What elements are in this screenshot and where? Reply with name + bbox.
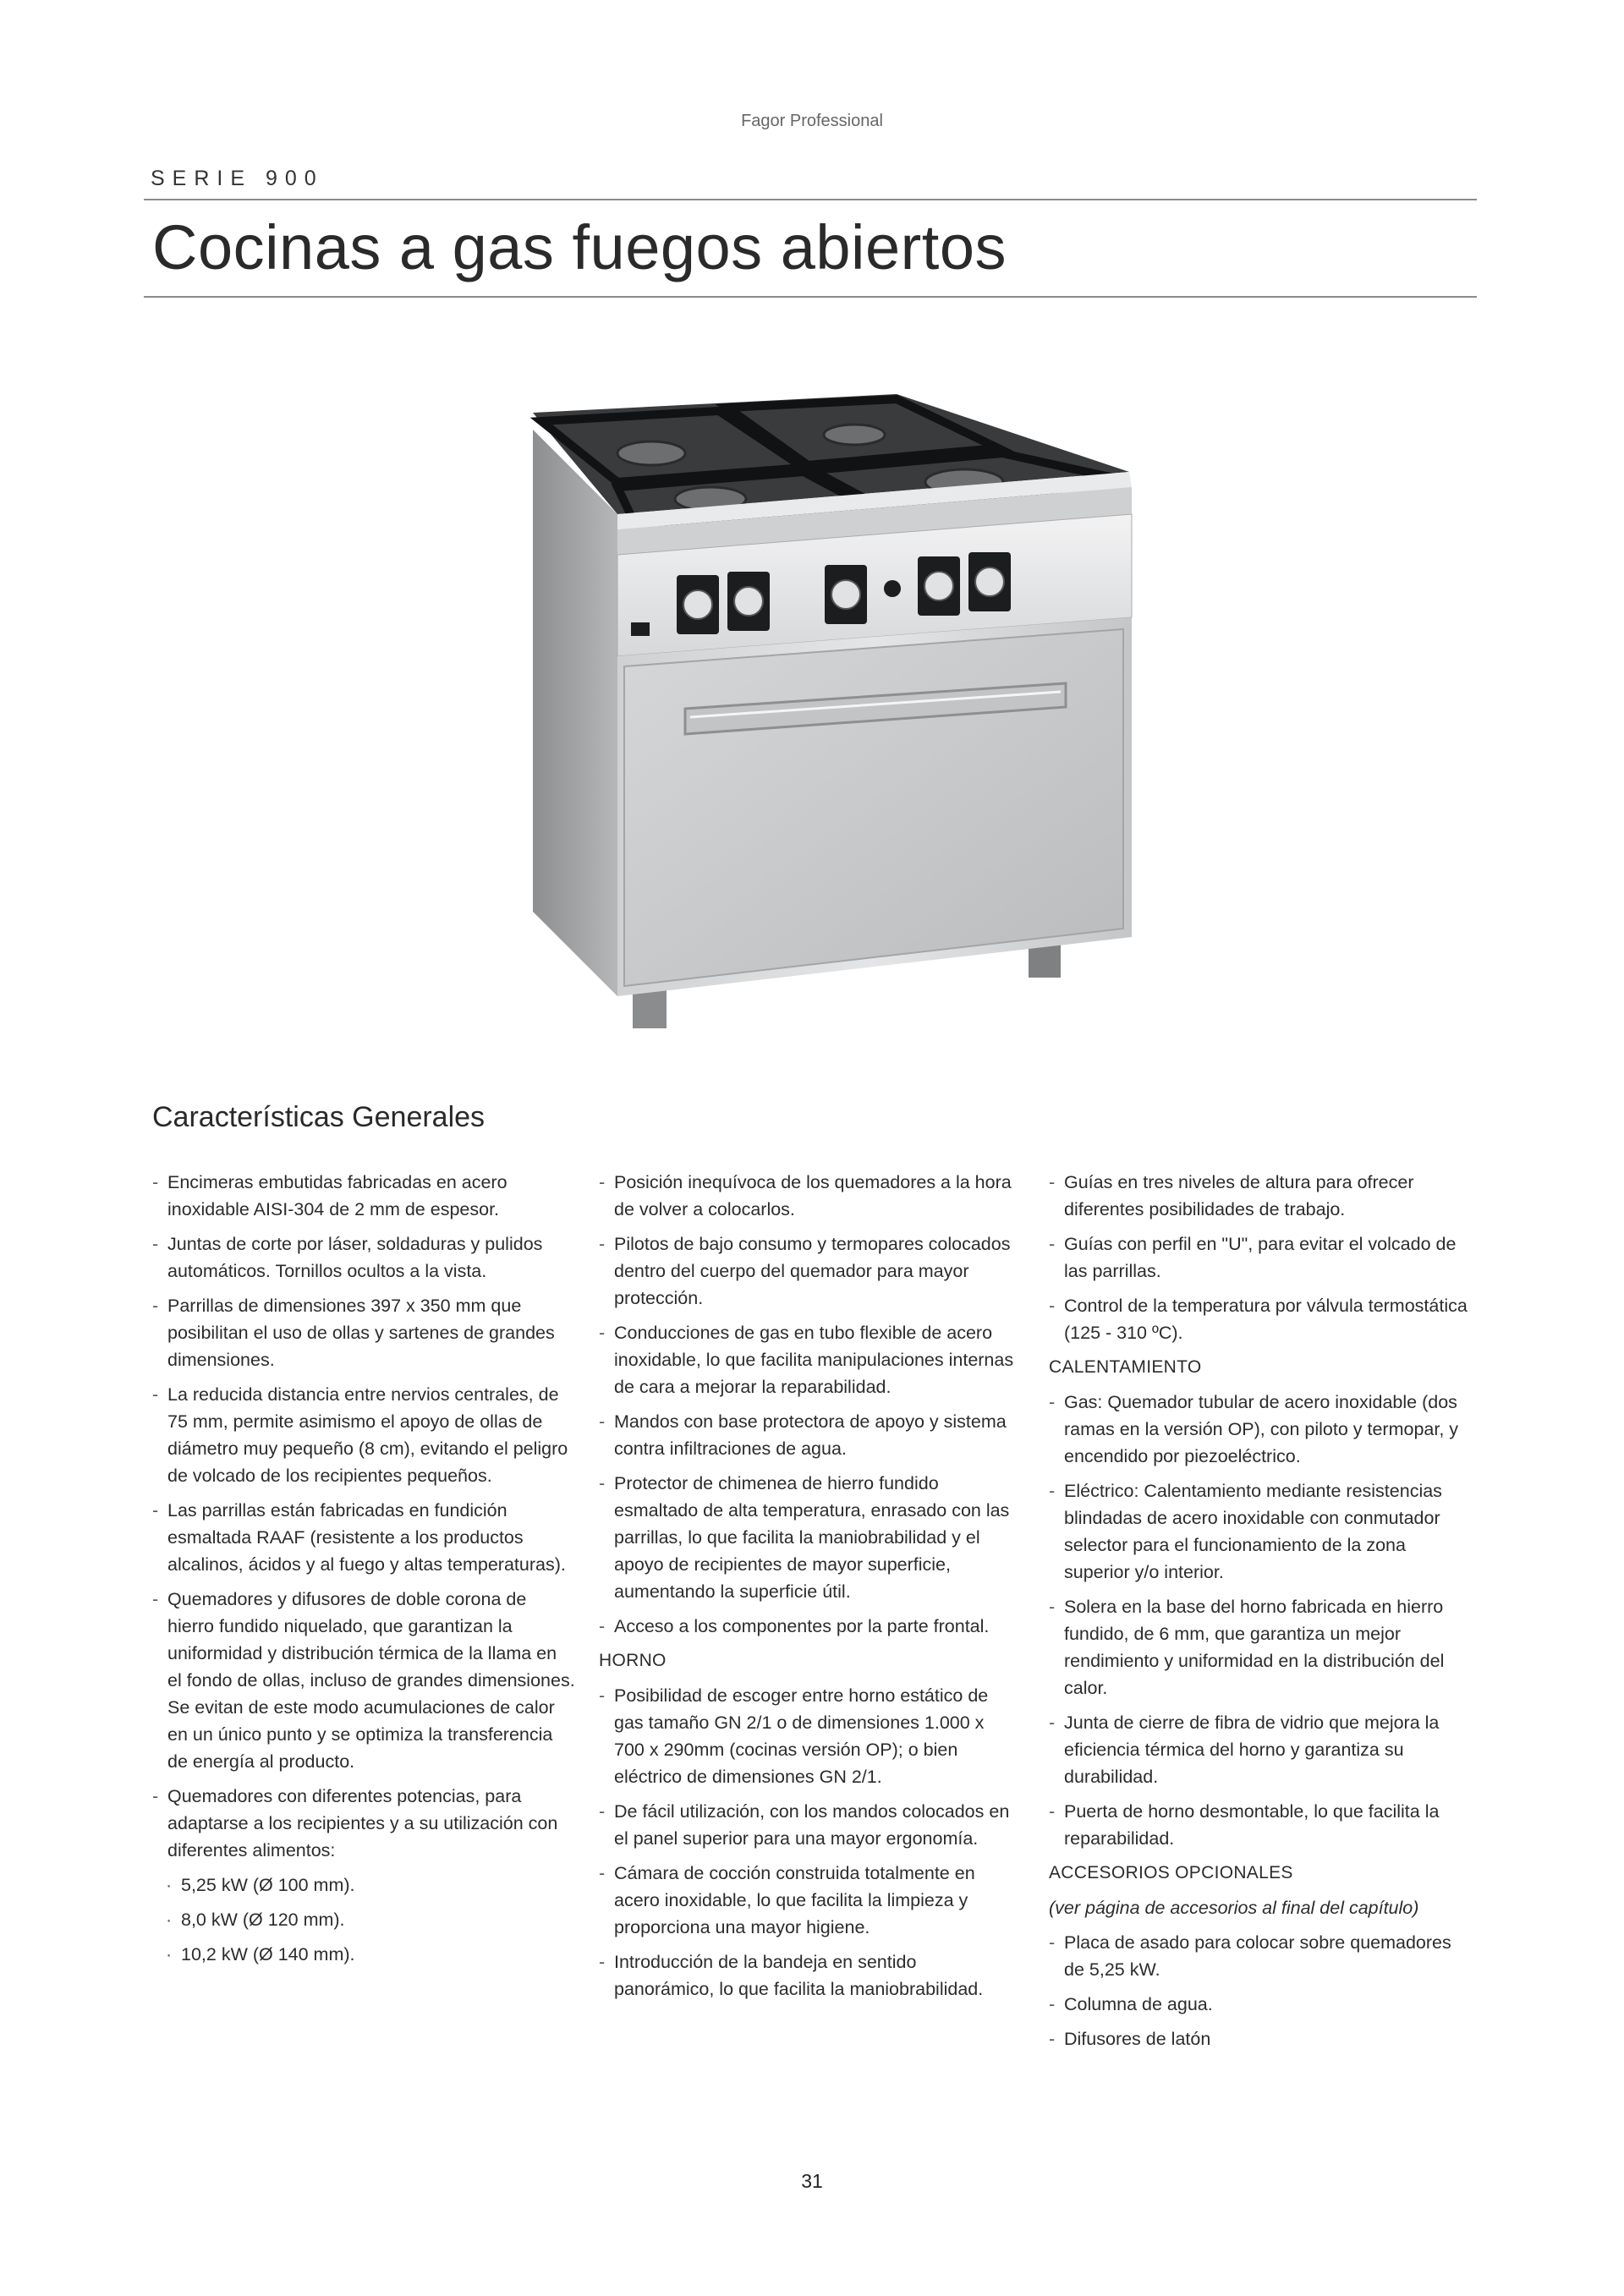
calentamiento-item: - Solera en la base del horno fabricada en hierro fundido, de 6 mm, que garantiza un mejor rendimiento y uniformidad en la distribución del calor.: [1049, 1593, 1472, 1701]
calentamiento-item: - Puerta de horno desmontable, lo que facilita la reparabilidad.: [1049, 1798, 1472, 1852]
calentamiento-item: - Gas: Quemador tubular de acero inoxidable (dos ramas en la versión OP), con piloto y termopar, y encendido por piezoeléctrico.: [1049, 1389, 1472, 1470]
oven-door: [624, 629, 1123, 986]
page-number: 31: [801, 2170, 823, 2192]
product-image-gas-range: [524, 387, 1142, 1047]
feature-item: - Acceso a los componentes por la parte frontal.: [599, 1613, 1017, 1640]
feature-item: - Guías con perfil en "U", para evitar el volcado de las parrillas.: [1049, 1230, 1472, 1285]
accesorios-heading: ACCESORIOS OPCIONALES: [1049, 1863, 1293, 1882]
accesorio-item: - Difusores de latón: [1049, 2025, 1472, 2052]
horno-item: - De fácil utilización, con los mandos colocados en el panel superior para una mayor ergonomía.: [599, 1798, 1017, 1852]
feature-item: - Posición inequívoca de los quemadores a la hora de volver a colocarlos.: [599, 1169, 1017, 1223]
brand-badge: [631, 622, 650, 636]
features-column-2: [599, 1169, 1017, 2010]
series-label: SERIE 900: [151, 167, 324, 190]
feature-item: - Conducciones de gas en tubo flexible de acero inoxidable, lo que facilita manipulaciones internas de cara a mejorar la reparabilidad.: [599, 1319, 1017, 1400]
feature-item: - Protector de chimenea de hierro fundido esmaltado de alta temperatura, enrasado con las parrillas, lo que facilita la maniobrabilidad y el apoyo de recipientes de mayor superficie, aumentando la superficie útil.: [599, 1470, 1017, 1605]
accesorio-item: - Placa de asado para colocar sobre quemadores de 5,25 kW.: [1049, 1929, 1472, 1983]
page-title: Cocinas a gas fuegos abiertos: [152, 212, 1007, 282]
side-panel: [533, 430, 617, 996]
horno-heading: HORNO: [599, 1651, 667, 1670]
feature-item: - Juntas de corte por láser, soldaduras y pulidos automáticos. Tornillos ocultos a la vista.: [152, 1230, 575, 1285]
burner-power-item: · 8,0 kW (Ø 120 mm).: [152, 1906, 575, 1933]
brand-name: Fagor Professional: [741, 112, 883, 130]
features-column-1: [152, 1169, 575, 1975]
calentamiento-item: - Junta de cierre de fibra de vidrio que mejora la eficiencia térmica del horno y garantiza su durabilidad.: [1049, 1709, 1472, 1790]
feature-item: - La reducida distancia entre nervios centrales, de 75 mm, permite asimismo el apoyo de ollas de diámetro muy pequeño (8 cm), evitando el peligro de volcado de los recipientes pequeños.: [152, 1381, 575, 1489]
feature-item: - Control de la temperatura por válvula termostática (125 - 310 ºC).: [1049, 1292, 1472, 1346]
calentamiento-heading: CALENTAMIENTO: [1049, 1357, 1202, 1377]
feature-item: - Encimeras embutidas fabricadas en acero inoxidable AISI-304 de 2 mm de espesor.: [152, 1169, 575, 1223]
accesorio-item: - Columna de agua.: [1049, 1991, 1472, 2018]
burner-power-item: · 5,25 kW (Ø 100 mm).: [152, 1871, 575, 1899]
accesorios-note: (ver página de accesorios al final del capítulo): [1049, 1898, 1419, 1918]
title-divider: [144, 296, 1477, 298]
horno-item: - Introducción de la bandeja en sentido panorámico, lo que facilita la maniobrabilidad.: [599, 1948, 1017, 2003]
feature-item: - Quemadores y difusores de doble corona de hierro fundido niquelado, que garantizan la uniformidad y distribución térmica de la llama en el fondo de ollas, incluso de grandes dimensiones. Se evitan de este modo acumulaciones de calor en un único punto y se optimiza la transferencia de energía al producto.: [152, 1586, 575, 1775]
feature-item: - Las parrillas están fabricadas en fundición esmaltada RAAF (resistente a los productos alcalinos, ácidos y al fuego y altas temperaturas).: [152, 1497, 575, 1578]
calentamiento-item: - Eléctrico: Calentamiento mediante resistencias blindadas de acero inoxidable con conmutador selector para el funcionamiento de la zona superior y/o interior.: [1049, 1477, 1472, 1586]
top-divider: [144, 199, 1477, 200]
feature-item: - Pilotos de bajo consumo y termopares colocados dentro del cuerpo del quemador para mayor protección.: [599, 1230, 1017, 1312]
feature-item: - Quemadores con diferentes potencias, para adaptarse a los recipientes y a su utilización con diferentes alimentos:: [152, 1783, 575, 1864]
feature-item: - Parrillas de dimensiones 397 x 350 mm que posibilitan el uso de ollas y sartenes de grandes dimensiones.: [152, 1292, 575, 1373]
horno-item: - Posibilidad de escoger entre horno estático de gas tamaño GN 2/1 o de dimensiones 1.000 x 700 x 290mm (cocinas versión OP); o bien eléctrico de dimensiones GN 2/1.: [599, 1682, 1017, 1790]
horno-item: - Cámara de cocción construida totalmente en acero inoxidable, lo que facilita la limpieza y proporciona una mayor higiene.: [599, 1860, 1017, 1941]
feature-item: - Guías en tres niveles de altura para ofrecer diferentes posibilidades de trabajo.: [1049, 1169, 1472, 1223]
features-column-3: [1049, 1169, 1472, 2060]
section-heading: Características Generales: [152, 1101, 486, 1133]
feature-item: - Mandos con base protectora de apoyo y sistema contra infiltraciones de agua.: [599, 1408, 1017, 1462]
burner-power-item: · 10,2 kW (Ø 140 mm).: [152, 1941, 575, 1968]
